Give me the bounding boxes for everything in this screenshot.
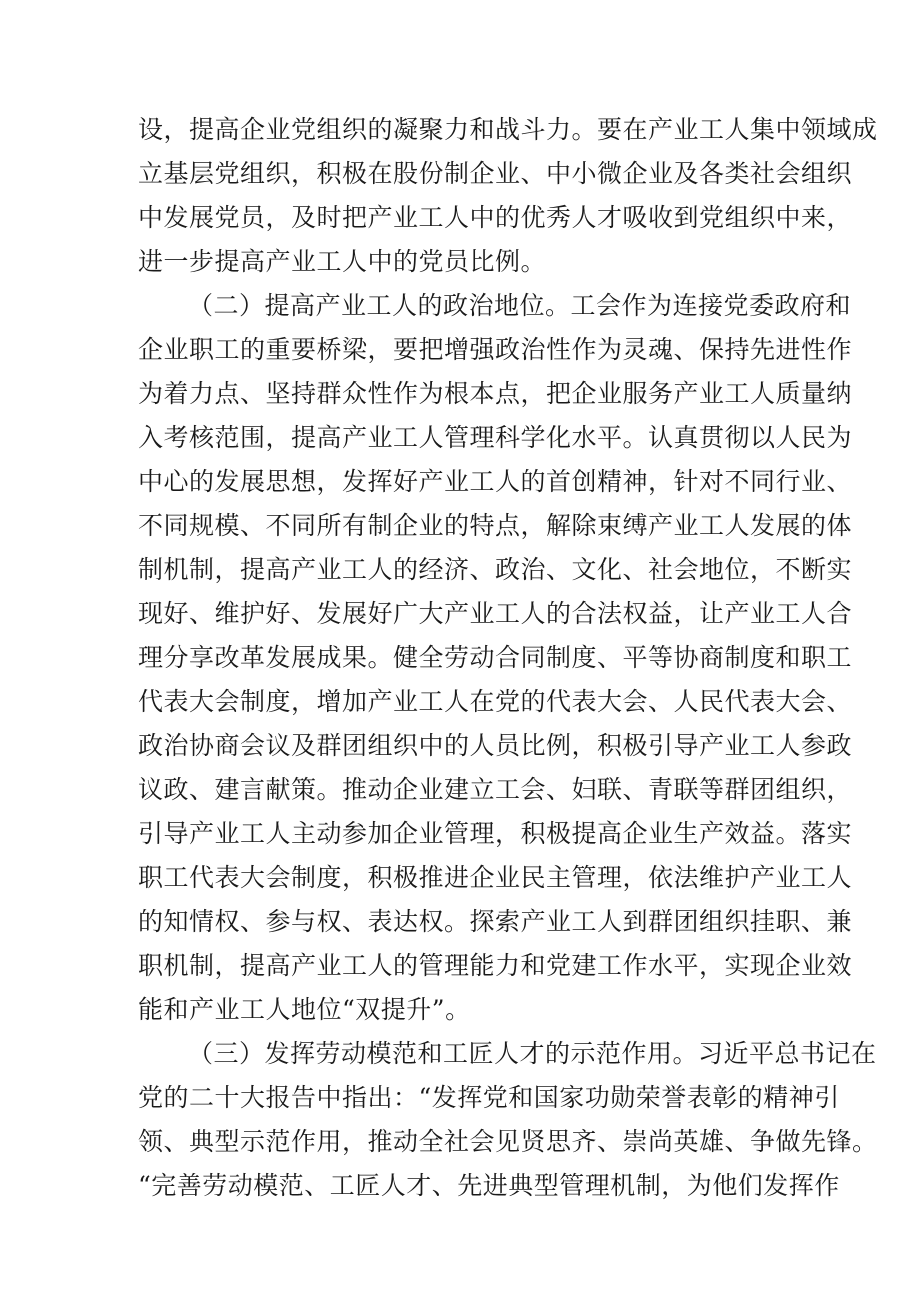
- text-line: 代表大会制度，增加产业工人在党的代表大会、人民代表大会、: [138, 687, 853, 716]
- text-line: “完善劳动模范、工匠人才、先进典型管理机制，为他们发挥作: [138, 1171, 840, 1200]
- text-line: 中发展党员，及时把产业工人中的优秀人才吸收到党组织中来，: [138, 203, 853, 232]
- text-line: 议政、建言献策。推动企业建立工会、妇联、青联等群团组织，: [138, 775, 853, 804]
- text-line: 制机制，提高产业工人的经济、政治、文化、社会地位，不断实: [138, 555, 853, 584]
- text-line: 现好、维护好、发展好广大产业工人的合法权益，让产业工人合: [138, 599, 853, 628]
- text-line: 能和产业工人地位“双提升”。: [138, 995, 471, 1024]
- text-line: 职机制，提高产业工人的管理能力和党建工作水平，实现企业效: [138, 951, 853, 980]
- text-line: 理分享改革发展成果。健全劳动合同制度、平等协商制度和职工: [138, 643, 853, 672]
- text-line: 政治协商会议及群团组织中的人员比例，积极引导产业工人参政: [138, 731, 853, 760]
- text-line: 职工代表大会制度，积极推进企业民主管理，依法维护产业工人: [138, 863, 853, 892]
- text-line: 不同规模、不同所有制企业的特点，解除束缚产业工人发展的体: [138, 511, 853, 540]
- text-line: 立基层党组织，积极在股份制企业、中小微企业及各类社会组织: [138, 159, 853, 188]
- text-line: 引导产业工人主动参加企业管理，积极提高企业生产效益。落实: [138, 819, 853, 848]
- text-line: 设，提高企业党组织的凝聚力和战斗力。要在产业工人集中领域成: [138, 115, 878, 144]
- section-heading-line: （二）提高产业工人的政治地位。工会作为连接党委政府和: [188, 291, 852, 320]
- text-line: 入考核范围，提高产业工人管理科学化水平。认真贯彻以人民为: [138, 423, 853, 452]
- text-line: 为着力点、坚持群众性作为根本点，把企业服务产业工人质量纳: [138, 379, 853, 408]
- text-line: 进一步提高产业工人中的党员比例。: [138, 247, 547, 276]
- text-line: 企业职工的重要桥梁，要把增强政治性作为灵魂、保持先进性作: [138, 335, 853, 364]
- text-line: 领、典型示范作用，推动全社会见贤思齐、崇尚英雄、争做先锋。: [138, 1127, 878, 1156]
- text-line: 的知情权、参与权、表达权。探索产业工人到群团组织挂职、兼: [138, 907, 853, 936]
- text-line: 党的二十大报告中指出：“发挥党和国家功勋荣誉表彰的精神引: [138, 1083, 840, 1112]
- section-heading-line: （三）发挥劳动模范和工匠人才的示范作用。习近平总书记在: [188, 1039, 877, 1068]
- text-line: 中心的发展思想，发挥好产业工人的首创精神，针对不同行业、: [138, 467, 853, 496]
